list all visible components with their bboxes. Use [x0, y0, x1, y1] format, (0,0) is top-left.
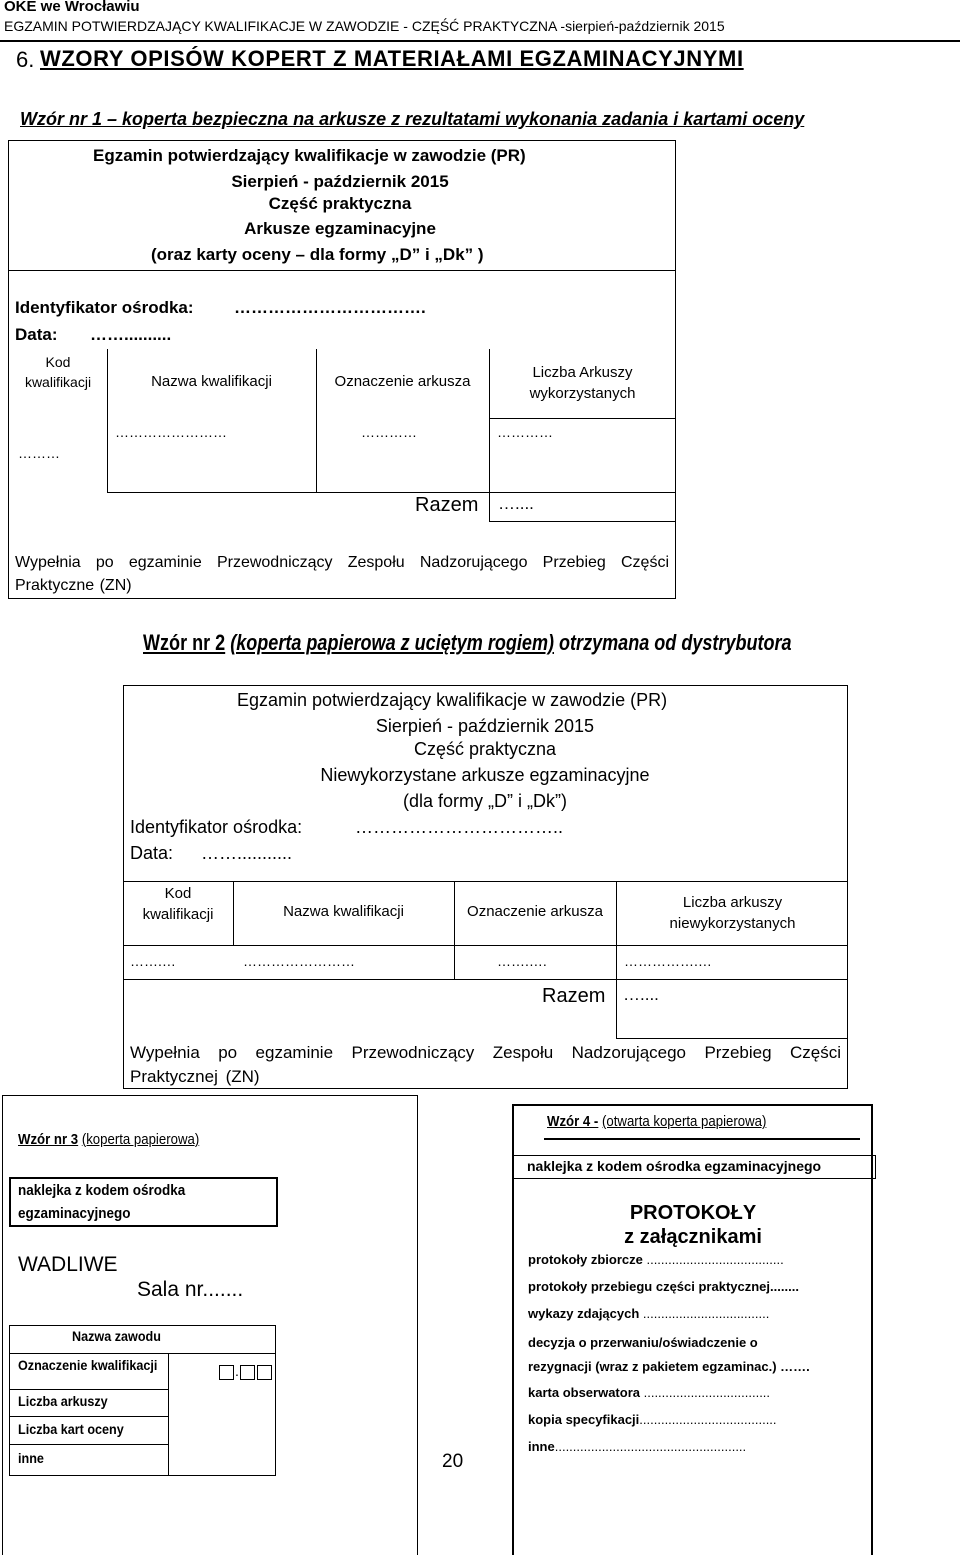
w1-col-code: Kod kwalifikacji — [24, 354, 92, 390]
w3-title-kind: (koperta papierowa) — [81, 1131, 200, 1148]
w1-id-label: Identyfikator ośrodka: — [15, 298, 194, 317]
w3-room-label: Sala nr....... — [137, 1278, 244, 1301]
w4-heading-2: z załącznikami — [624, 1226, 762, 1248]
w3-title-number: Wzór nr 3 — [18, 1131, 79, 1148]
w2-line-3: Część praktyczna — [413, 739, 557, 759]
w2-row-sep-3 — [616, 1038, 848, 1039]
w3-row-sep-4 — [9, 1444, 168, 1445]
w1-col-sep-1 — [107, 349, 108, 492]
w2-title — [143, 630, 934, 656]
w4-title — [547, 1113, 796, 1130]
w4-item-0-label: protokoły zbiorcze — [528, 1252, 647, 1267]
header-org: OKE we Wrocławiu — [4, 0, 140, 15]
w1-line-2: Sierpień - październik 2015 — [231, 172, 449, 191]
w4-item-2 — [528, 1306, 769, 1321]
w4-item-1-label: protokoły przebiegu części praktycznej — [528, 1279, 771, 1294]
w1-title: Wzór nr 1 – koperta bezpieczna na arkusze z rezultatami wykonania zadania i kartami oceny — [20, 109, 805, 129]
w4-heading-1: PROTOKOŁY — [629, 1202, 757, 1224]
w4-item-4-label: rezygnacji (wraz z pakietem egzaminac.) — [528, 1359, 781, 1374]
w2-line-4: Niewykorzystane arkusze egzaminacyjne — [320, 765, 650, 785]
w3-title — [18, 1131, 224, 1148]
w4-item-3-label: decyzja o przerwaniu/oświadczenie o — [528, 1335, 758, 1350]
w2-cell-count: …………….… — [624, 953, 712, 969]
w3-code-sep: . — [235, 1363, 239, 1379]
w3-code-box-1 — [219, 1365, 234, 1380]
w3-row-sheets: Liczba arkuszy — [18, 1393, 108, 1409]
w2-cell-name: …………………… — [243, 953, 355, 969]
w2-col-count: Liczba arkuszy niewykorzystanych — [669, 894, 796, 932]
w1-col-sheet: Oznaczenie arkusza — [334, 373, 471, 390]
w2-table-top — [123, 881, 848, 882]
w1-header-rule — [8, 270, 676, 271]
w1-cell-code: ……… — [18, 445, 60, 461]
w3-code-box-3 — [257, 1365, 272, 1380]
w1-line-1: Egzamin potwierdzający kwalifikacje w zawodzie (PR) — [93, 146, 526, 165]
w1-col-count: Liczba Arkuszy wykorzystanych — [529, 364, 636, 402]
w4-item-0-dots: ...................................... — [646, 1252, 784, 1267]
w1-total-label: Razem — [415, 494, 479, 516]
w2-title-number: Wzór nr 2 — [143, 630, 226, 655]
w3-row-other: inne — [18, 1450, 44, 1466]
w4-item-6 — [528, 1412, 777, 1427]
w3-row-sep-3 — [9, 1416, 168, 1417]
w3-row-occupation: Nazwa zawodu — [72, 1328, 161, 1344]
w1-line-4: Arkusze egzaminacyjne — [244, 219, 436, 238]
w1-row-sep-2 — [107, 492, 676, 493]
w4-item-5-dots: ................................... — [643, 1385, 771, 1400]
w4-title-kind: (otwarta koperta papierowa) — [602, 1113, 767, 1130]
w1-col-name: Nazwa kwalifikacji — [151, 373, 272, 390]
w2-cell-code: …….… — [130, 953, 176, 969]
w1-line-5: (oraz karty oceny – dla formy „D” i „Dk” ) — [151, 245, 484, 264]
page-number: 20 — [442, 1451, 464, 1472]
w4-item-5 — [528, 1385, 770, 1400]
w4-item-1 — [528, 1279, 799, 1294]
w4-item-1-dots: ........ — [770, 1279, 799, 1294]
w2-line-2: Sierpień - październik 2015 — [375, 716, 595, 736]
w3-row-qualification: Oznaczenie kwalifikacji — [18, 1357, 158, 1373]
w1-total-dots: ….... — [498, 494, 534, 513]
header-rule — [0, 40, 960, 42]
w4-item-4-dots: ……. — [780, 1359, 810, 1374]
w2-col-name: Nazwa kwalifikacji — [283, 903, 404, 920]
w4-item-0 — [528, 1252, 784, 1267]
w2-total-dots: ….... — [623, 985, 659, 1004]
w2-col-code: Kod kwalifikacji — [142, 885, 214, 923]
w1-cell-name: …………………… — [115, 424, 227, 440]
w4-item-6-dots: ...................................... — [639, 1412, 777, 1427]
w2-date-dots: ……........... — [201, 843, 293, 863]
w1-date-label: Data: — [15, 325, 58, 344]
w3-code-boxes — [218, 1363, 273, 1380]
w2-col-sep-3 — [616, 881, 617, 1039]
w1-col-sep-3 — [489, 349, 490, 522]
w2-title-kind: (koperta papierowa z uciętym rogiem) — [230, 630, 555, 655]
w3-row-sep-2 — [9, 1389, 168, 1390]
w2-total-label: Razem — [542, 985, 606, 1007]
w2-line-1: Egzamin potwierdzający kwalifikacje w zawodzie (PR) — [237, 690, 668, 710]
w2-id-label: Identyfikator ośrodka: — [130, 817, 303, 837]
w4-item-7-dots: ..................................................... — [554, 1439, 747, 1454]
w1-line-3: Część praktyczna — [268, 194, 412, 213]
w2-cell-sheet: …….…. — [497, 953, 547, 969]
w1-date-dots: …….......... — [90, 325, 172, 344]
w4-item-2-dots: ................................... — [642, 1306, 770, 1321]
w1-note: Wypełnia po egzaminie Przewodniczący Zespołu Nadzorującego Przebieg Części Praktyczne (ZN) — [15, 554, 669, 594]
section-title: WZORY OPISÓW KOPERT Z MATERIAŁAMI EGZAMINACYJNYMI — [40, 46, 744, 71]
w4-item-5-label: karta obserwatora — [528, 1385, 644, 1400]
w4-item-7 — [528, 1439, 746, 1454]
w2-note: Wypełnia po egzaminie Przewodniczący Zespołu Nadzorującego Przebieg Części Praktycznej (ZN) — [130, 1043, 841, 1086]
w2-title-source: otrzymana od dystrybutora — [559, 630, 792, 655]
header-subtitle: EGZAMIN POTWIERDZAJĄCY KWALIFIKACJE W ZAWODZIE - CZĘŚĆ PRAKTYCZNA -sierpień-październik 2015 — [4, 18, 725, 34]
w3-row-cards: Liczba kart oceny — [18, 1421, 124, 1437]
w1-row-sep-3 — [489, 521, 676, 522]
section-number: 6. — [16, 47, 35, 72]
w2-col-sheet: Oznaczenie arkusza — [467, 903, 603, 920]
w4-item-4 — [528, 1359, 810, 1374]
w2-row-sep-1 — [123, 945, 848, 946]
w2-row-sep-2 — [123, 979, 848, 980]
w4-title-number: Wzór 4 - — [547, 1113, 599, 1130]
w1-cell-sheet: ………… — [361, 424, 417, 440]
w4-item-3 — [528, 1335, 758, 1350]
w4-item-6-label: kopia specyfikacji — [528, 1412, 640, 1427]
w2-col-sep-2 — [454, 881, 455, 979]
w3-code-box-2 — [240, 1365, 255, 1380]
w4-item-2-label: wykazy zdających — [528, 1306, 643, 1321]
w1-row-sep-1 — [489, 418, 676, 419]
w4-title-rule — [544, 1138, 860, 1140]
w4-sticker-label: naklejka z kodem ośrodka egzaminacyjnego — [527, 1158, 822, 1174]
w1-col-sep-2 — [316, 349, 317, 492]
w3-defect-label: WADLIWE — [18, 1253, 118, 1276]
w3-sticker-label: naklejka z kodem ośrodka egzaminacyjnego — [18, 1182, 186, 1222]
w4-item-7-label: inne — [528, 1439, 555, 1454]
w2-line-5: (dla formy „D” i „Dk”) — [403, 791, 567, 811]
w2-date-label: Data: — [130, 843, 174, 863]
w1-cell-count: ………… — [497, 424, 553, 440]
w1-id-dots: ……………………………. — [234, 298, 426, 317]
w2-id-dots: …………………………….. — [355, 817, 564, 837]
w3-row-sep-1 — [9, 1353, 276, 1354]
